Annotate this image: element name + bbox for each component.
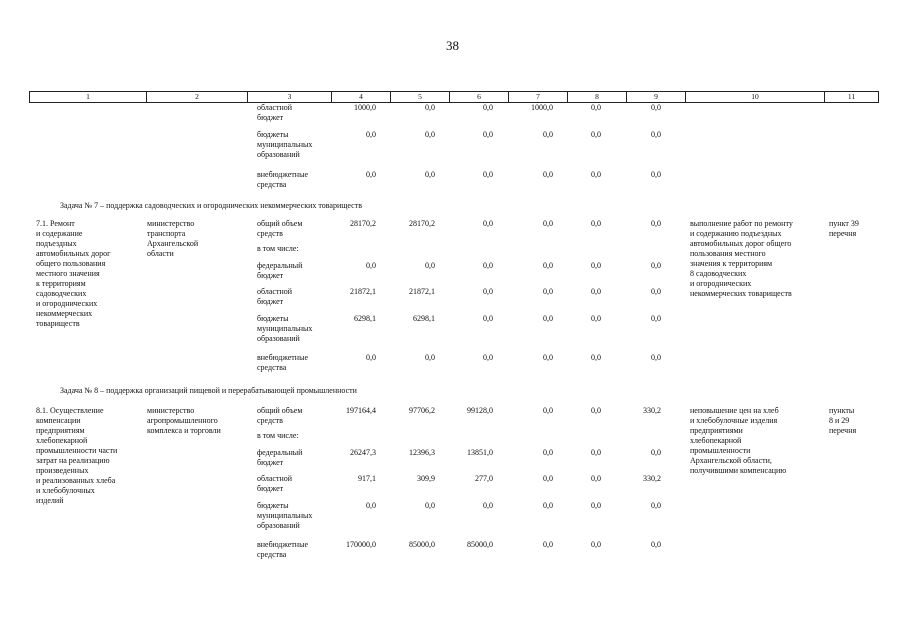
value-cell: 85000,0 [467, 540, 493, 549]
value-cell: 0,0 [425, 170, 435, 179]
task-7-executor: министерство транспорта Архангельской области [147, 219, 199, 258]
value-cell: 0,0 [543, 261, 553, 270]
value-cell: 0,0 [651, 287, 661, 296]
source-label: внебюджетные средства [257, 170, 308, 189]
column-header-8: 8 [568, 92, 627, 102]
value-cell: 12396,3 [409, 448, 435, 457]
value-cell: 0,0 [651, 540, 661, 549]
value-cell: 277,0 [475, 474, 493, 483]
column-header-9: 9 [627, 92, 686, 102]
value-cell: 0,0 [651, 448, 661, 457]
value-cell: 26247,3 [350, 448, 376, 457]
value-cell: 309,9 [417, 474, 435, 483]
value-cell: 330,2 [643, 474, 661, 483]
value-cell: 330,2 [643, 406, 661, 415]
source-label: областной бюджет [257, 474, 293, 493]
value-cell: 0,0 [591, 448, 601, 457]
value-cell: 0,0 [483, 130, 493, 139]
value-cell: 0,0 [591, 261, 601, 270]
value-cell: 0,0 [366, 130, 376, 139]
value-cell: 0,0 [651, 261, 661, 270]
value-cell: 0,0 [591, 287, 601, 296]
value-cell: 6298,1 [354, 314, 376, 323]
value-cell: 0,0 [651, 130, 661, 139]
value-cell: 0,0 [543, 540, 553, 549]
task-8-link: пункты 8 и 29 перечня [829, 406, 857, 435]
source-label: в том числе: [257, 431, 299, 440]
value-cell: 0,0 [543, 170, 553, 179]
value-cell: 0,0 [483, 287, 493, 296]
value-cell: 0,0 [366, 501, 376, 510]
value-cell: 0,0 [591, 540, 601, 549]
source-label: внебюджетные средства [257, 353, 308, 372]
value-cell: 0,0 [366, 261, 376, 270]
value-cell: 0,0 [425, 501, 435, 510]
value-cell: 0,0 [591, 130, 601, 139]
source-label: общий объем средств [257, 406, 303, 425]
value-cell: 13851,0 [467, 448, 493, 457]
value-cell: 0,0 [425, 130, 435, 139]
value-cell: 0,0 [425, 353, 435, 362]
value-cell: 0,0 [591, 406, 601, 415]
column-header-2: 2 [147, 92, 248, 102]
task-8-title: Задача № 8 – поддержка организаций пищевой и перерабатывающей промышленности [60, 386, 357, 395]
value-cell: 0,0 [543, 406, 553, 415]
value-cell: 0,0 [425, 103, 435, 112]
value-cell: 0,0 [483, 314, 493, 323]
column-header-1: 1 [30, 92, 147, 102]
column-header-6: 6 [450, 92, 509, 102]
value-cell: 0,0 [543, 130, 553, 139]
task-7-link: пункт 39 перечня [829, 219, 859, 238]
value-cell: 0,0 [591, 474, 601, 483]
value-cell: 0,0 [543, 353, 553, 362]
source-label: областной бюджет [257, 287, 293, 306]
value-cell: 0,0 [543, 448, 553, 457]
value-cell: 0,0 [543, 501, 553, 510]
column-header-7: 7 [509, 92, 568, 102]
value-cell: 0,0 [591, 219, 601, 228]
source-label: в том числе: [257, 244, 299, 253]
source-label: бюджеты муниципальных образований [257, 130, 313, 159]
column-header-10: 10 [686, 92, 825, 102]
value-cell: 0,0 [483, 261, 493, 270]
source-label: областной бюджет [257, 103, 293, 122]
value-cell: 0,0 [366, 170, 376, 179]
value-cell: 0,0 [591, 170, 601, 179]
value-cell: 0,0 [591, 314, 601, 323]
value-cell: 1000,0 [354, 103, 376, 112]
value-cell: 28170,2 [409, 219, 435, 228]
value-cell: 0,0 [425, 261, 435, 270]
source-label: бюджеты муниципальных образований [257, 314, 313, 343]
source-label: общий объем средств [257, 219, 303, 238]
value-cell: 0,0 [543, 474, 553, 483]
task-7-result: выполнение работ по ремонту и содержанию подъездных автомобильных дорог общего пользования местного значения к территориям 8 садоводческих и огороднических некоммерческих товариществ [690, 219, 793, 298]
value-cell: 170000,0 [346, 540, 376, 549]
value-cell: 0,0 [366, 353, 376, 362]
column-header-3: 3 [248, 92, 332, 102]
column-header-4: 4 [332, 92, 391, 102]
value-cell: 0,0 [651, 314, 661, 323]
task-8-item: 8.1. Осуществление компенсации предприятиям хлебопекарной промышленности части затрат на реализацию произведенных и реализованных хлеба и хлебобулочных изделий [36, 406, 118, 505]
value-cell: 0,0 [543, 219, 553, 228]
value-cell: 0,0 [651, 170, 661, 179]
value-cell: 99128,0 [467, 406, 493, 415]
value-cell: 0,0 [483, 353, 493, 362]
value-cell: 97706,2 [409, 406, 435, 415]
page-number: 38 [446, 38, 459, 53]
source-label: федеральный бюджет [257, 448, 303, 467]
column-header-11: 11 [847, 92, 856, 101]
value-cell: 6298,1 [413, 314, 435, 323]
value-cell: 21872,1 [350, 287, 376, 296]
task-8-result: неповышение цен на хлеб и хлебобулочные изделия предприятиями хлебопекарной промышленности Архангельской области, получившими компенсацию [690, 406, 787, 475]
value-cell: 0,0 [651, 103, 661, 112]
value-cell: 0,0 [591, 501, 601, 510]
value-cell: 28170,2 [350, 219, 376, 228]
value-cell: 21872,1 [409, 287, 435, 296]
column-header-5: 5 [391, 92, 450, 102]
value-cell: 0,0 [543, 287, 553, 296]
source-label: федеральный бюджет [257, 261, 303, 280]
value-cell: 1000,0 [531, 103, 553, 112]
value-cell: 917,1 [358, 474, 376, 483]
value-cell: 197164,4 [346, 406, 376, 415]
value-cell: 0,0 [651, 219, 661, 228]
value-cell: 0,0 [483, 103, 493, 112]
task-8-executor: министерство агропромышленного комплекса и торговли [147, 406, 221, 435]
value-cell: 0,0 [483, 170, 493, 179]
value-cell: 0,0 [651, 501, 661, 510]
source-label: внебюджетные средства [257, 540, 308, 559]
column-header-row [29, 91, 879, 103]
value-cell: 85000,0 [409, 540, 435, 549]
source-label: бюджеты муниципальных образований [257, 501, 313, 530]
value-cell: 0,0 [483, 501, 493, 510]
task-7-item: 7.1. Ремонт и содержание подъездных автомобильных дорог общего пользования местного значения к территориям садоводческих и огороднических некоммерческих товариществ [36, 219, 111, 328]
value-cell: 0,0 [591, 353, 601, 362]
value-cell: 0,0 [591, 103, 601, 112]
value-cell: 0,0 [543, 314, 553, 323]
task-7-title: Задача № 7 – поддержка садоводческих и огороднических некоммерческих товариществ [60, 201, 362, 210]
value-cell: 0,0 [483, 219, 493, 228]
value-cell: 0,0 [651, 353, 661, 362]
